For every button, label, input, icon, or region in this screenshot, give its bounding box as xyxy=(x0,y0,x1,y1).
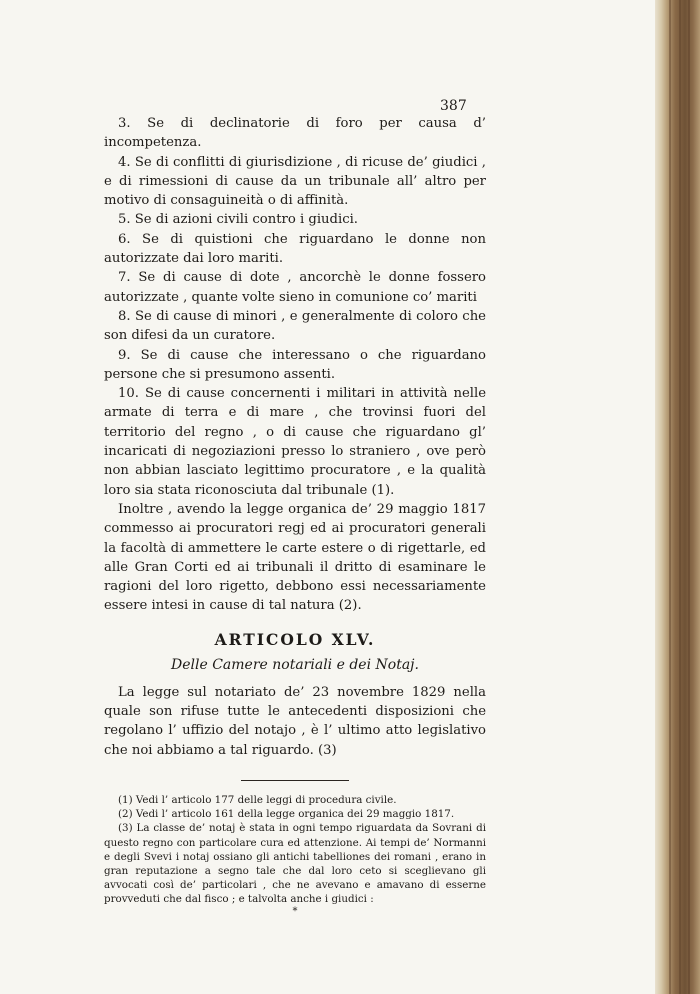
article-heading: ARTICOLO XLV. xyxy=(214,629,376,649)
paragraph-item-10: 10. Se di cause concernenti i militari in attività nelle armate di terra e di mare , che trovinsi fuori del territorio del regno , o di cause che riguardano gl’ incaricati di negoziazioni presso lo straniero , ove però non abbian lasciato legittimo procuratore , e la qualità loro sia stata riconosciuta dal tribunale (1). xyxy=(104,386,486,498)
paragraph-item-6: 6. Se di quistioni che riguardano le donne non autorizzate dai loro mariti. xyxy=(104,231,486,267)
page-number: 387 xyxy=(440,98,467,114)
article-subheading: Delle Camere notariali e dei Notaj. xyxy=(171,656,419,673)
book-binding-edge xyxy=(655,0,700,994)
paragraph-item-5: 5. Se di azioni civili contro i giudici. xyxy=(118,212,358,228)
paragraph-item-3: 3. Se di declinatorie di foro per causa d’ incompetenza. xyxy=(104,116,486,151)
paragraph-item-4: 4. Se di conflitti di giurisdizione , di ricuse de’ giudici , e di rimessioni di cause da un tribunale all’ altro per motivo di consaguineità o di affinità. xyxy=(104,154,486,209)
footnote-3: (3) La classe de’ notaj è stata in ogni tempo riguardata da Sovrani di questo regno con particolare cura ed attenzione. Ai tempi de’ Normanni e degli Svevi i notaj ossiano gli antichi tabelliones dei romani , erano in gran reputazione a segno tale che dal loro ceto si sceglievano gli avvocati così de’ particolari , che ne avevano e amavano di esserne provveduti che dal fisco ; e talvolta anche i giudici : xyxy=(104,822,486,906)
paragraph-item-9: 9. Se di cause che interessano o che riguardano persone che si presumono assenti. xyxy=(104,347,486,382)
paragraph-item-8: 8. Se di cause di minori , e generalmente di coloro che son difesi da un curatore. xyxy=(104,308,486,344)
paragraph-inoltre: Inoltre , avendo la legge organica de’ 29 maggio 1817 commesso ai procuratori regj ed ai procuratori generali la facoltà di ammettere le carte estere o di rigettarle, ed alle Gran Corti ed ai tribunali il dritto di esaminare le ragioni del loro rigetto, debbono essi necessariamente essere intesi in cause di tal natura (2). xyxy=(104,501,486,614)
notariato-paragraph: La legge sul notariato de’ 23 novembre 1829 nella quale son rifuse tutte le antecedenti disposizioni che regolano l’ uffizio del notajo , è l’ ultimo atto legislativo che noi abbiamo a tal riguardo. (3) xyxy=(104,684,486,758)
signature-mark: * xyxy=(292,905,298,917)
footnote-2: (2) Vedi l’ articolo 161 della legge organica dei 29 maggio 1817. xyxy=(118,808,455,821)
page-body xyxy=(104,114,486,917)
paragraph-item-7: 7. Se di cause di dote , ancorchè le donne fossero autorizzate , quante volte sieno in comunione co’ mariti xyxy=(104,270,486,305)
footnote-1: (1) Vedi l’ articolo 177 delle leggi di procedura civile. xyxy=(118,793,397,806)
footnote-divider xyxy=(241,780,349,781)
